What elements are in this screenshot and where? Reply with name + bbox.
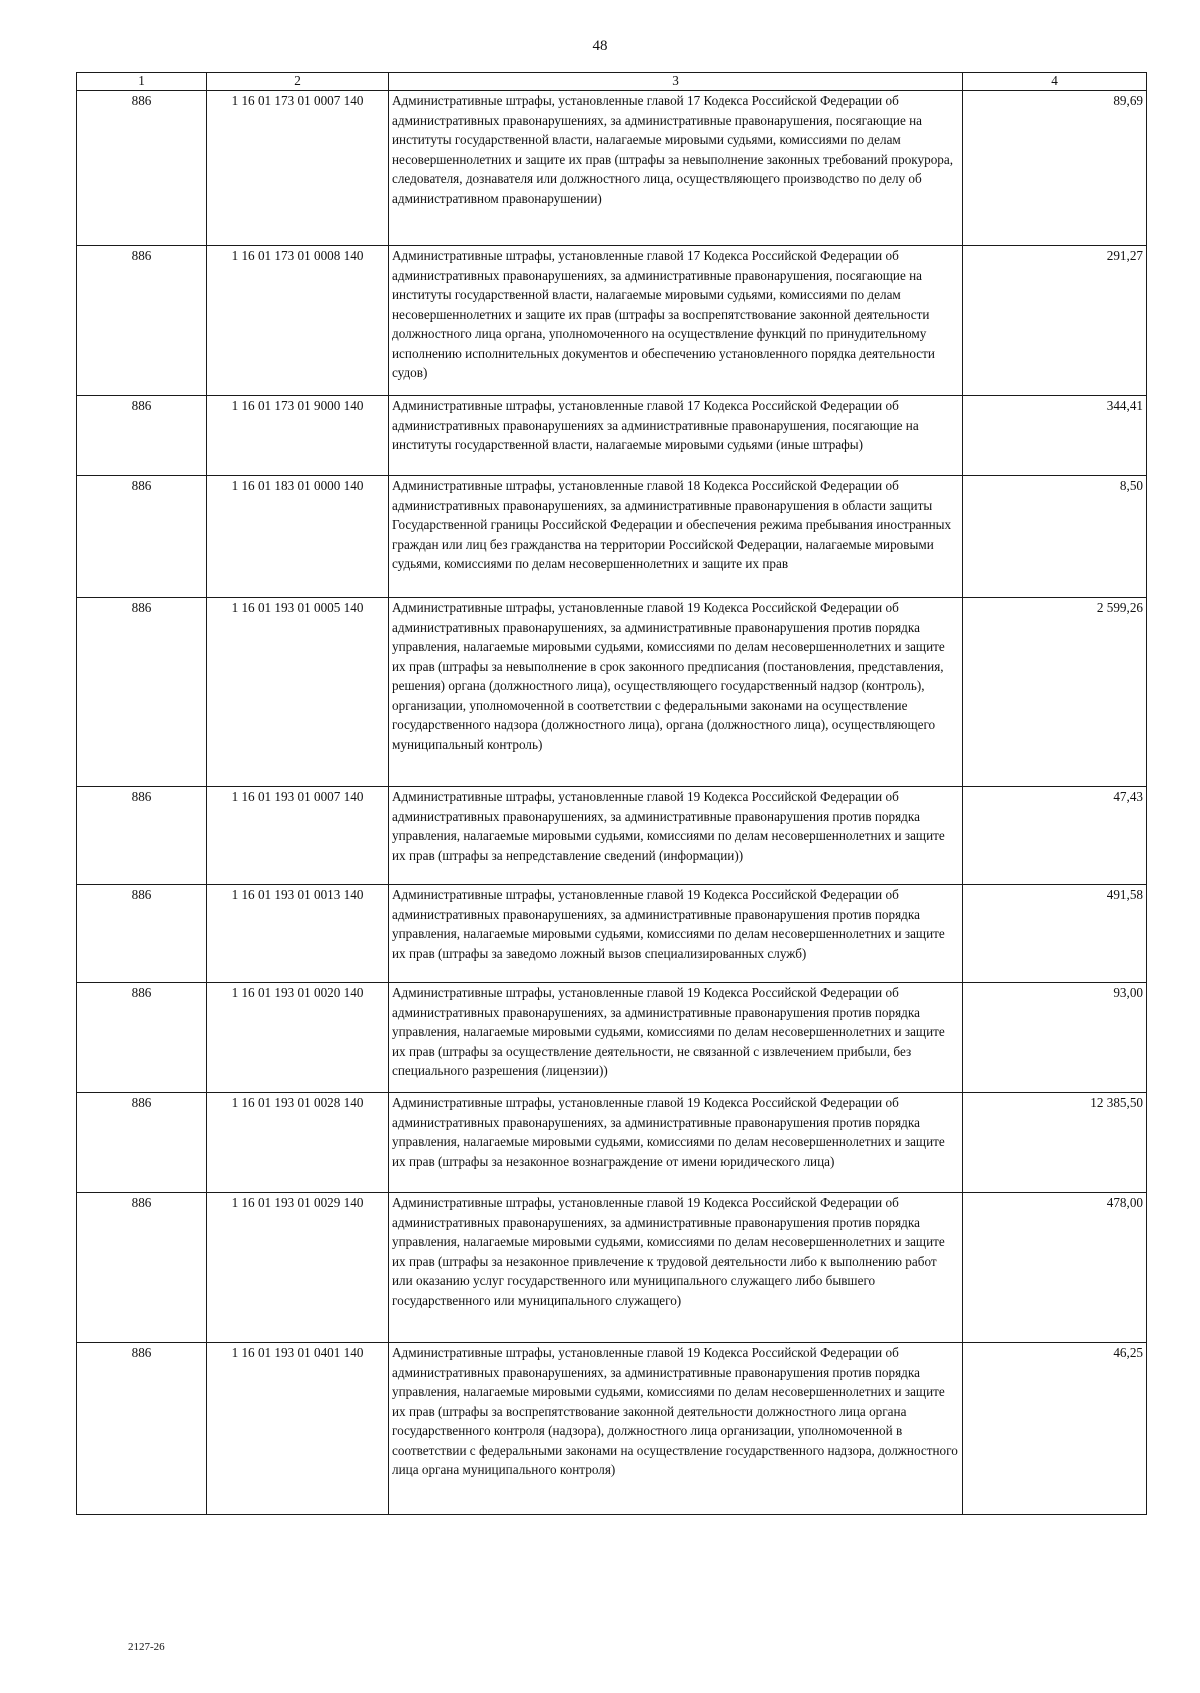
amount-cell: 46,25 [963,1343,1147,1515]
amount-cell: 344,41 [963,396,1147,476]
table-row [77,983,1147,1093]
admin-code-cell: 886 [77,1093,207,1193]
table-row [77,396,1147,476]
table-row [77,1093,1147,1193]
column-number-header-row [77,73,1147,91]
admin-code-cell: 886 [77,885,207,983]
table-row [77,476,1147,598]
budget-classification-code-cell: 1 16 01 193 01 0028 140 [207,1093,389,1193]
amount-cell: 89,69 [963,91,1147,246]
table-row [77,598,1147,787]
amount-cell: 93,00 [963,983,1147,1093]
admin-code-cell: 886 [77,598,207,787]
table-row [77,787,1147,885]
budget-classification-code-cell: 1 16 01 193 01 0020 140 [207,983,389,1093]
admin-code-cell: 886 [77,91,207,246]
amount-cell: 491,58 [963,885,1147,983]
budget-classification-code-cell: 1 16 01 193 01 0013 140 [207,885,389,983]
revenue-description-cell: Административные штрафы, установленные главой 17 Кодекса Российской Федерации об административных правонарушениях за административные правонарушения, посягающие на институты государственной власти, налагаемые мировыми судьями (иные штрафы) [389,396,963,476]
column-number-2: 2 [207,73,389,91]
table-row [77,91,1147,246]
budget-classification-code-cell: 1 16 01 173 01 9000 140 [207,396,389,476]
column-number-4: 4 [963,73,1147,91]
budget-classification-code-cell: 1 16 01 183 01 0000 140 [207,476,389,598]
budget-classification-code-cell: 1 16 01 193 01 0401 140 [207,1343,389,1515]
revenue-description-cell: Административные штрафы, установленные главой 19 Кодекса Российской Федерации об административных правонарушениях, за административные правонарушения против порядка управления, налагаемые мировыми судьями, комиссиями по делам несовершеннолетних и защите их прав (штрафы за невыполнение в срок законного предписания (постановления, представления, решения) органа (должностного лица), осуществляющего государственный надзор (контроль), организации, уполномоченной в соответствии с федеральными законами на осуществление государственного надзора (должностного лица), органа (должностного лица), осуществляющего муниципальный контроль) [389,598,963,787]
budget-classification-code-cell: 1 16 01 173 01 0008 140 [207,246,389,396]
admin-code-cell: 886 [77,246,207,396]
revenue-description-cell: Административные штрафы, установленные главой 19 Кодекса Российской Федерации об административных правонарушениях, за административные правонарушения против порядка управления, налагаемые мировыми судьями, комиссиями по делам несовершеннолетних и защите их прав (штрафы за осуществление деятельности, не связанной с извлечением прибыли, без специального разрешения (лицензии)) [389,983,963,1093]
admin-code-cell: 886 [77,396,207,476]
admin-code-cell: 886 [77,1343,207,1515]
admin-code-cell: 886 [77,787,207,885]
revenue-description-cell: Административные штрафы, установленные главой 19 Кодекса Российской Федерации об административных правонарушениях, за административные правонарушения против порядка управления, налагаемые мировыми судьями, комиссиями по делам несовершеннолетних и защите их прав (штрафы за воспрепятствование законной деятельности должностного лица органа государственного контроля (надзора), должностного лица организации, уполномоченной в соответствии с федеральными законами на осуществление государственного надзора, должностного лица органа муниципального контроля) [389,1343,963,1515]
revenue-table [76,72,1147,1515]
revenue-description-cell: Административные штрафы, установленные главой 19 Кодекса Российской Федерации об административных правонарушениях, за административные правонарушения против порядка управления, налагаемые мировыми судьями, комиссиями по делам несовершеннолетних и защите их прав (штрафы за непредставление сведений (информации)) [389,787,963,885]
amount-cell: 2 599,26 [963,598,1147,787]
amount-cell: 12 385,50 [963,1093,1147,1193]
budget-classification-code-cell: 1 16 01 193 01 0029 140 [207,1193,389,1343]
table-row [77,1343,1147,1515]
revenue-description-cell: Административные штрафы, установленные главой 18 Кодекса Российской Федерации об административных правонарушениях, за административные правонарушения в области защиты Государственной границы Российской Федерации и обеспечения режима пребывания иностранных граждан или лиц без гражданства на территории Российской Федерации, налагаемые мировыми судьями, комиссиями по делам несовершеннолетних и защите их прав [389,476,963,598]
admin-code-cell: 886 [77,983,207,1093]
table-row [77,1193,1147,1343]
page-number: 48 [592,38,608,54]
budget-classification-code-cell: 1 16 01 173 01 0007 140 [207,91,389,246]
amount-cell: 47,43 [963,787,1147,885]
amount-cell: 8,50 [963,476,1147,598]
column-number-3: 3 [389,73,963,91]
budget-classification-code-cell: 1 16 01 193 01 0007 140 [207,787,389,885]
budget-classification-code-cell: 1 16 01 193 01 0005 140 [207,598,389,787]
table-row [77,885,1147,983]
column-number-1: 1 [77,73,207,91]
amount-cell: 478,00 [963,1193,1147,1343]
table-row [77,246,1147,396]
footer-code: 2127-26 [128,1641,165,1653]
revenue-description-cell: Административные штрафы, установленные главой 17 Кодекса Российской Федерации об административных правонарушениях, за административные правонарушения, посягающие на институты государственной власти, налагаемые мировыми судьями, комиссиями по делам несовершеннолетних и защите их прав (штрафы за воспрепятствование законной деятельности должностного лица органа, уполномоченного на осуществление функций по принудительному исполнению исполнительных документов и обеспечению установленного порядка деятельности судов) [389,246,963,396]
revenue-description-cell: Административные штрафы, установленные главой 19 Кодекса Российской Федерации об административных правонарушениях, за административные правонарушения против порядка управления, налагаемые мировыми судьями, комиссиями по делам несовершеннолетних и защите их прав (штрафы за незаконное вознаграждение от имени юридического лица) [389,1093,963,1193]
amount-cell: 291,27 [963,246,1147,396]
revenue-description-cell: Административные штрафы, установленные главой 19 Кодекса Российской Федерации об административных правонарушениях, за административные правонарушения против порядка управления, налагаемые мировыми судьями, комиссиями по делам несовершеннолетних и защите их прав (штрафы за заведомо ложный вызов специализированных служб) [389,885,963,983]
revenue-description-cell: Административные штрафы, установленные главой 17 Кодекса Российской Федерации об административных правонарушениях, за административные правонарушения, посягающие на институты государственной власти, налагаемые мировыми судьями, комиссиями по делам несовершеннолетних и защите их прав (штрафы за невыполнение законных требований прокурора, следователя, дознавателя или должностного лица, осуществляющего производство по делу об административном правонарушении) [389,91,963,246]
revenue-description-cell: Административные штрафы, установленные главой 19 Кодекса Российской Федерации об административных правонарушениях, за административные правонарушения против порядка управления, налагаемые мировыми судьями, комиссиями по делам несовершеннолетних и защите их прав (штрафы за незаконное привлечение к трудовой деятельности либо к выполнению работ или оказанию услуг государственного или муниципального служащего либо бывшего государственного или муниципального служащего) [389,1193,963,1343]
admin-code-cell: 886 [77,1193,207,1343]
table-body [77,91,1147,1515]
admin-code-cell: 886 [77,476,207,598]
